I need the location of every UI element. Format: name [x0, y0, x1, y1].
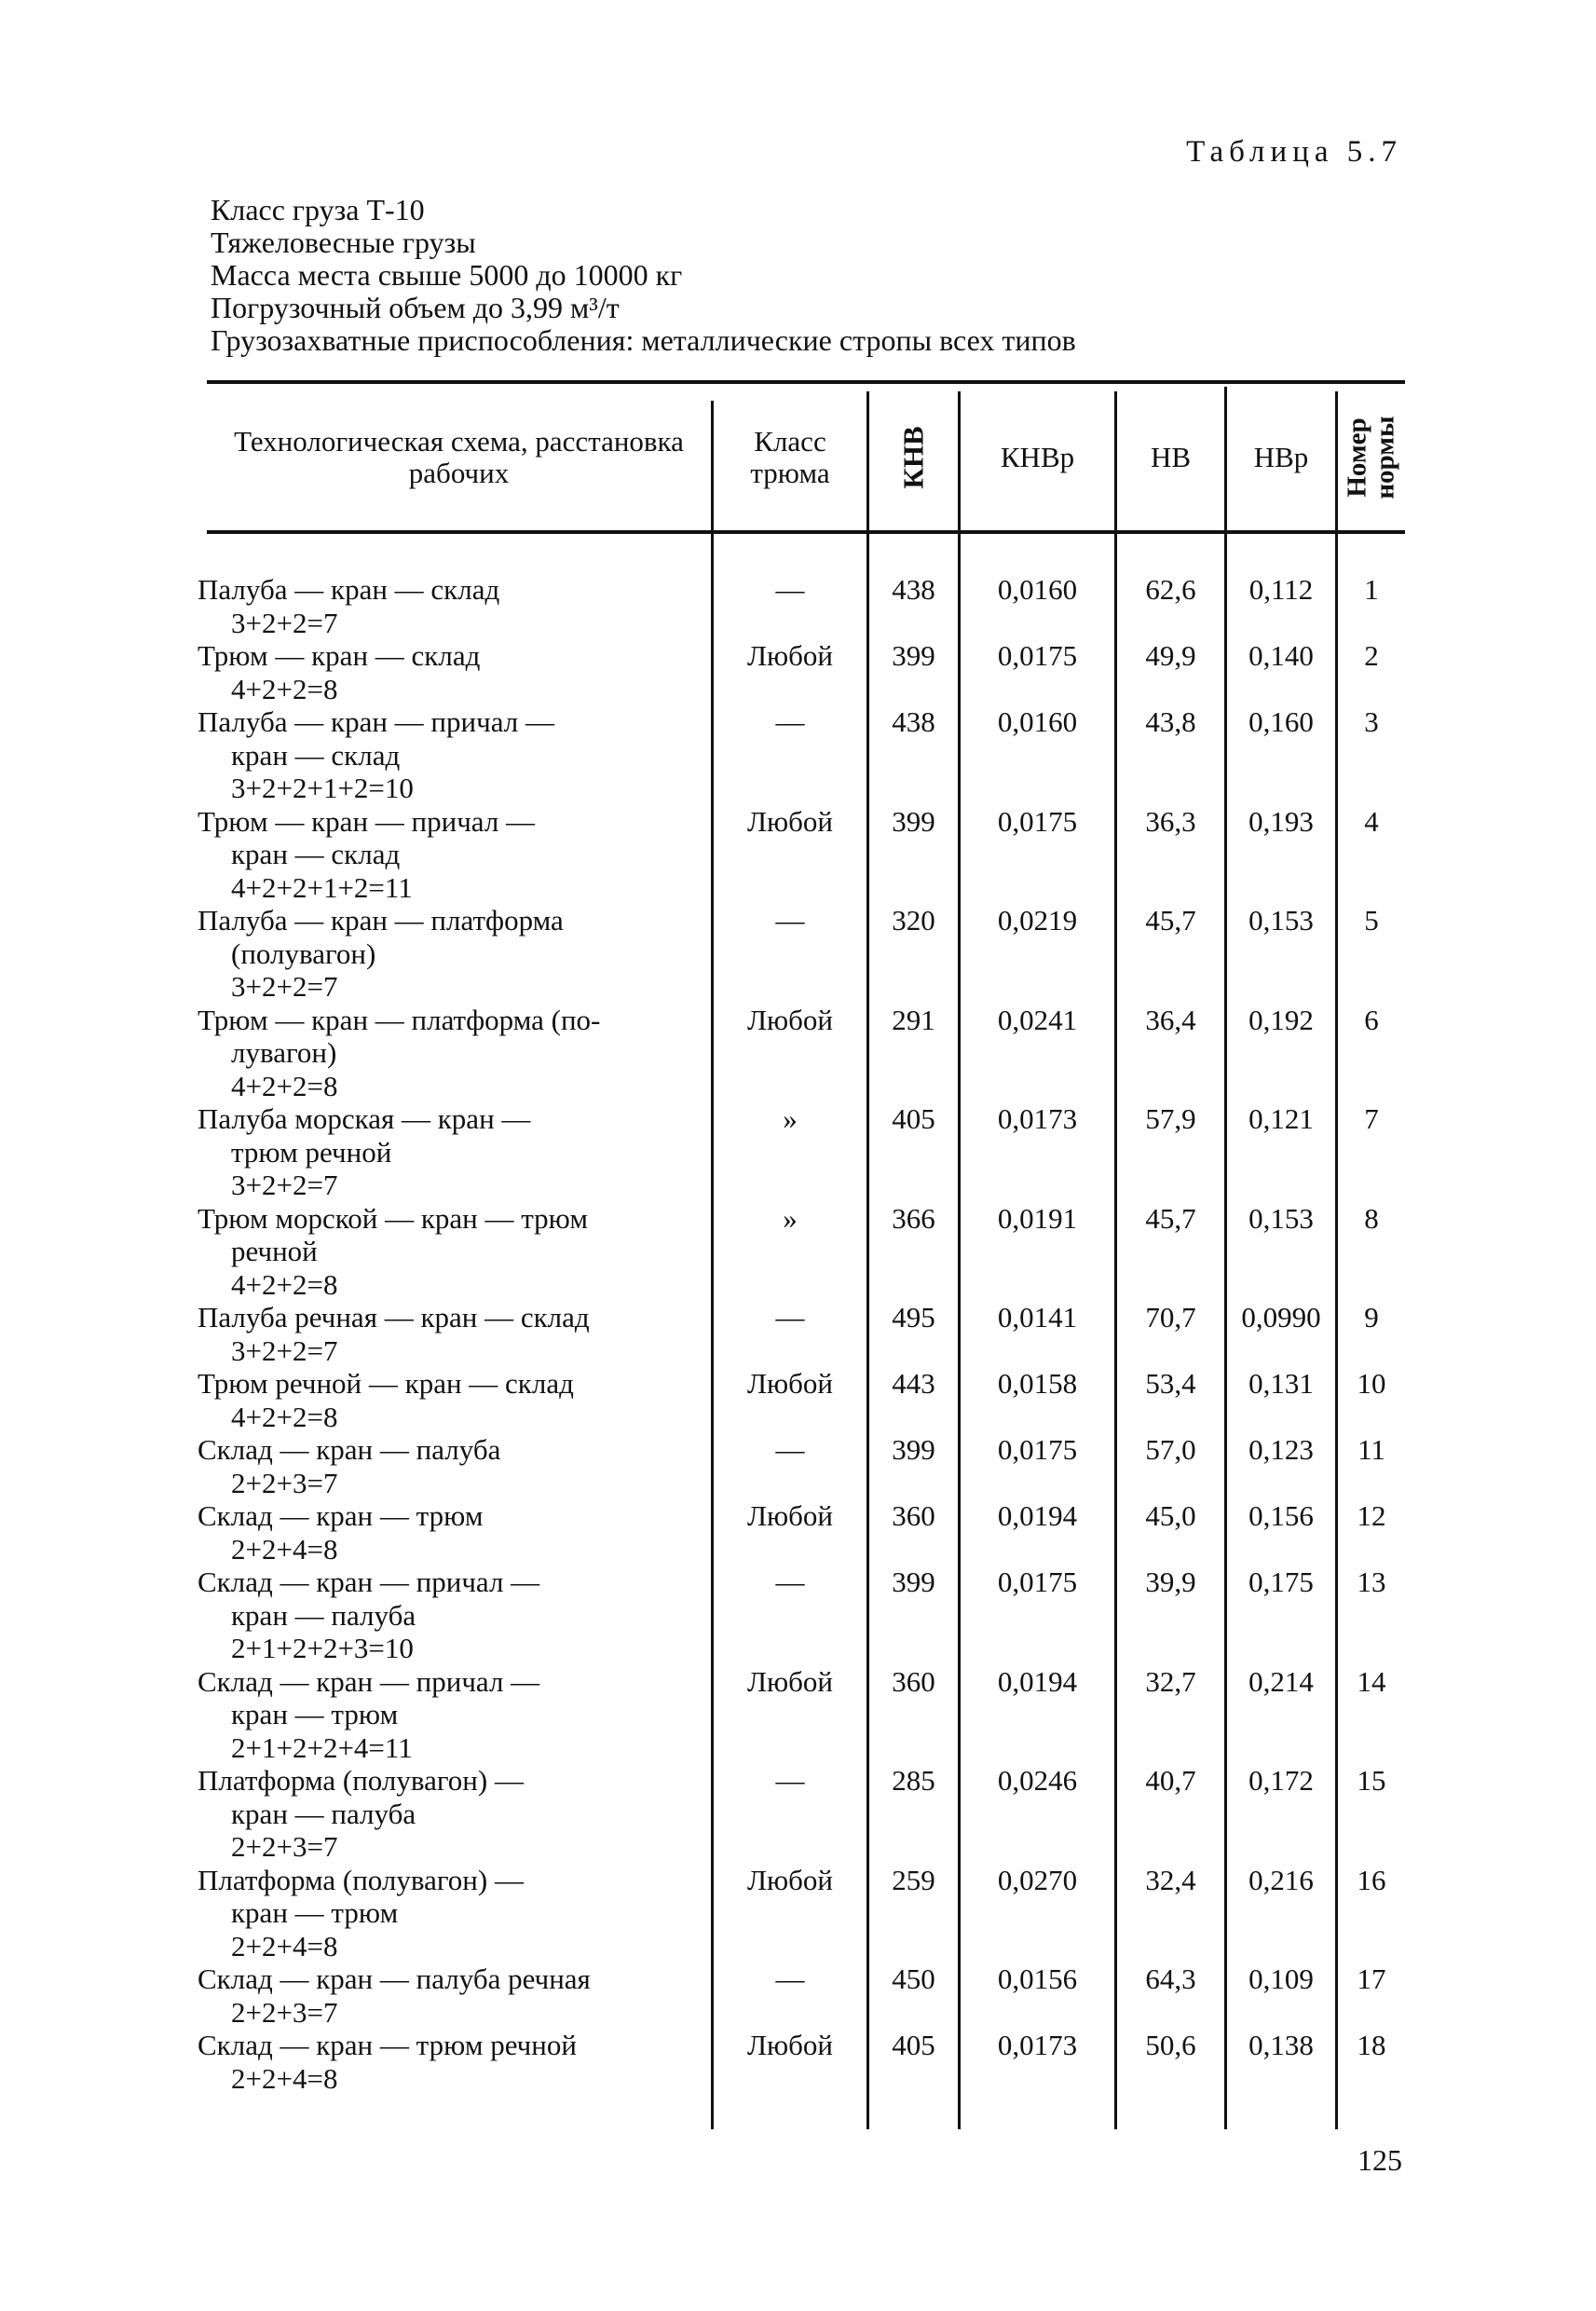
nvr-cell: 0,160: [1248, 705, 1314, 738]
scheme-line: Платформа (полувагон) —: [198, 1764, 524, 1797]
scheme-line: Склад — кран — палуба речная: [198, 1962, 591, 1995]
knvr-cell: 0,0246: [997, 1764, 1078, 1797]
nvr-cell: 0,138: [1248, 2029, 1314, 2061]
table-row: [0, 805, 1596, 905]
norm-number-cell: 9: [1364, 1301, 1379, 1333]
nvr-cell: 0,0990: [1241, 1301, 1321, 1333]
knvr-cell: 0,0160: [997, 573, 1078, 606]
nv-cell: 45,7: [1145, 1201, 1196, 1235]
worker-arrangement: 3+2+2=7: [231, 1169, 338, 1201]
norm-number-cell: 4: [1364, 804, 1379, 838]
knvr-cell: 0,0173: [997, 1102, 1078, 1135]
knv-cell: 495: [892, 1301, 935, 1333]
hold-class-cell: »: [783, 1201, 798, 1235]
worker-arrangement: 2+2+3=7: [231, 1995, 338, 2029]
scheme-line: лувагон): [231, 1036, 337, 1069]
scheme-cell: [198, 1367, 712, 1433]
worker-arrangement: 2+2+3=7: [231, 1830, 338, 1863]
knvr-cell: 0,0219: [997, 904, 1078, 937]
norm-number-cell: 14: [1357, 1664, 1386, 1698]
knv-cell: 399: [892, 1433, 935, 1466]
scheme-line: (полувагон): [231, 937, 376, 970]
scheme-line: Трюм — кран — склад: [198, 639, 481, 672]
nv-cell: 40,7: [1145, 1764, 1196, 1797]
knvr-cell: 0,0241: [997, 1003, 1078, 1036]
scheme-line: Палуба речная — кран — склад: [198, 1301, 590, 1333]
hold-class-cell: —: [775, 705, 805, 738]
hold-class-cell: Любой: [746, 639, 834, 672]
lifting-gear: Грузозахватные приспособления: металлические стропы всех типов: [211, 323, 1076, 357]
nv-cell: 45,0: [1145, 1499, 1196, 1532]
norm-number-cell: 10: [1357, 1367, 1386, 1400]
knv-cell: 443: [892, 1367, 935, 1400]
table-label: Таблица 5.7: [1186, 135, 1402, 169]
scheme-cell: [198, 2029, 712, 2095]
table-row: [0, 1665, 1596, 1765]
hold-class-cell: —: [775, 573, 805, 606]
scheme-cell: [198, 1301, 712, 1367]
knv-cell: 285: [892, 1764, 935, 1797]
nv-cell: 36,3: [1145, 804, 1196, 838]
scheme-line: кран — палуба: [231, 1598, 416, 1632]
norm-number-cell: 8: [1364, 1201, 1379, 1235]
scheme-cell: [198, 705, 712, 805]
nvr-cell: 0,192: [1248, 1003, 1314, 1036]
norm-number-cell: 12: [1357, 1499, 1386, 1532]
scheme-line: Платформа (полувагон) —: [198, 1863, 524, 1896]
scheme-cell: [198, 639, 712, 705]
nv-cell: 49,9: [1145, 639, 1196, 672]
nvr-cell: 0,172: [1248, 1764, 1314, 1797]
worker-arrangement: 2+2+4=8: [231, 1929, 338, 1962]
knv-cell: 399: [892, 639, 935, 672]
scheme-cell: [198, 1202, 712, 1302]
worker-arrangement: 4+2+2=8: [231, 1400, 338, 1433]
table-row: [0, 1864, 1596, 1963]
knv-cell: 320: [892, 904, 935, 937]
table-row: [0, 2029, 1596, 2095]
knvr-cell: 0,0158: [997, 1367, 1078, 1400]
scheme-cell: [198, 1499, 712, 1566]
knv-cell: 291: [892, 1003, 935, 1036]
hold-class-cell: Любой: [746, 1664, 834, 1698]
worker-arrangement: 3+2+2=7: [231, 970, 338, 1003]
scheme-line: Трюм — кран — причал —: [198, 804, 536, 838]
knv-cell: 450: [892, 1962, 935, 1995]
table-row: [0, 1962, 1596, 2029]
table-row: [0, 573, 1596, 639]
table-body: [0, 573, 1596, 2095]
table-row: [0, 1301, 1596, 1367]
scheme-cell: [198, 1433, 712, 1499]
knv-cell: 405: [892, 1102, 935, 1135]
norm-number-cell: 2: [1364, 639, 1379, 672]
nv-cell: 64,3: [1145, 1962, 1196, 1995]
norm-number-cell: 3: [1364, 705, 1379, 738]
table-row: [0, 1367, 1596, 1433]
nvr-cell: 0,123: [1248, 1433, 1314, 1466]
scheme-cell: [198, 1962, 712, 2029]
worker-arrangement: 4+2+2=8: [231, 1267, 338, 1301]
worker-arrangement: 4+2+2=8: [231, 1069, 338, 1102]
scheme-cell: [198, 904, 712, 1004]
hold-class-cell: —: [775, 1433, 805, 1466]
header-nv: НВ: [1150, 440, 1192, 473]
scheme-line: трюм речной: [231, 1135, 392, 1169]
knvr-cell: 0,0141: [997, 1301, 1078, 1333]
scheme-cell: [198, 1566, 712, 1665]
scheme-line: Трюм — кран — платформа (по-: [198, 1003, 601, 1036]
hold-class-cell: —: [775, 1764, 805, 1797]
header-nvr: НВр: [1253, 440, 1309, 473]
knvr-cell: 0,0270: [997, 1863, 1078, 1896]
cargo-mass: Масса места свыше 5000 до 10000 кг: [211, 258, 683, 292]
knvr-cell: 0,0194: [997, 1664, 1078, 1698]
header-hold-class: Класс трюма: [750, 424, 830, 489]
nv-cell: 53,4: [1145, 1367, 1196, 1400]
nvr-cell: 0,109: [1248, 1962, 1314, 1995]
hold-class-cell: Любой: [746, 1863, 834, 1896]
table-row: [0, 705, 1596, 805]
worker-arrangement: 4+2+2=8: [231, 672, 338, 705]
hold-class-cell: —: [775, 1962, 805, 1995]
knvr-cell: 0,0160: [997, 705, 1078, 738]
table-row: [0, 1433, 1596, 1499]
nv-cell: 45,7: [1145, 904, 1196, 937]
scheme-line: Трюм речной — кран — склад: [198, 1367, 574, 1400]
table-row: [0, 1102, 1596, 1202]
nv-cell: 62,6: [1145, 573, 1196, 606]
nv-cell: 70,7: [1145, 1301, 1196, 1333]
norm-number-cell: 1: [1364, 573, 1379, 606]
header-knvr: КНВр: [1000, 440, 1075, 473]
scheme-cell: [198, 1102, 712, 1202]
knvr-cell: 0,0191: [997, 1201, 1078, 1235]
table-row: [0, 1004, 1596, 1103]
scheme-line: Склад — кран — трюм: [198, 1499, 484, 1532]
nv-cell: 36,4: [1145, 1003, 1196, 1036]
knv-cell: 399: [892, 804, 935, 838]
knvr-cell: 0,0175: [997, 804, 1078, 838]
nv-cell: 32,7: [1145, 1664, 1196, 1698]
hold-class-cell: —: [775, 1566, 805, 1598]
norm-number-cell: 15: [1357, 1764, 1386, 1797]
knv-cell: 259: [892, 1863, 935, 1896]
norm-number-cell: 16: [1357, 1863, 1386, 1896]
knv-cell: 399: [892, 1566, 935, 1598]
scheme-cell: [198, 1665, 712, 1765]
scheme-line: кран — палуба: [231, 1797, 416, 1830]
nvr-cell: 0,193: [1248, 804, 1314, 838]
nvr-cell: 0,214: [1248, 1664, 1314, 1698]
norm-number-cell: 13: [1357, 1566, 1386, 1598]
nv-cell: 57,0: [1145, 1433, 1196, 1466]
worker-arrangement: 2+1+2+2+4=11: [231, 1730, 413, 1764]
norm-number-cell: 6: [1364, 1003, 1379, 1036]
nv-cell: 39,9: [1145, 1566, 1196, 1598]
scheme-line: Палуба — кран — платформа: [198, 904, 564, 937]
nvr-cell: 0,112: [1248, 573, 1314, 606]
table-row: [0, 639, 1596, 705]
scheme-line: кран — склад: [231, 838, 401, 870]
scheme-line: Склад — кран — причал —: [198, 1664, 540, 1698]
scheme-line: Палуба — кран — причал —: [198, 705, 554, 738]
worker-arrangement: 3+2+2=7: [231, 1333, 338, 1367]
scheme-line: кран — трюм: [231, 1896, 399, 1929]
scheme-cell: [198, 1764, 712, 1864]
worker-arrangement: 2+1+2+2+3=10: [231, 1632, 414, 1664]
scheme-line: Склад — кран — трюм речной: [198, 2029, 577, 2061]
nvr-cell: 0,153: [1248, 904, 1314, 937]
hold-class-cell: Любой: [746, 2029, 834, 2061]
worker-arrangement: 3+2+2+1+2=10: [231, 772, 414, 804]
norm-number-cell: 7: [1364, 1102, 1379, 1135]
worker-arrangement: 3+2+2=7: [231, 606, 338, 639]
scheme-line: Склад — кран — причал —: [198, 1566, 540, 1598]
nvr-cell: 0,121: [1248, 1102, 1314, 1135]
hold-class-cell: Любой: [746, 804, 834, 838]
scheme-cell: [198, 805, 712, 905]
norm-number-cell: 17: [1357, 1962, 1386, 1995]
table-row: [0, 1499, 1596, 1566]
scheme-line: Палуба морская — кран —: [198, 1102, 531, 1135]
table-row: [0, 904, 1596, 1004]
worker-arrangement: 2+2+4=8: [231, 1532, 338, 1566]
scheme-line: Трюм морской — кран — трюм: [198, 1201, 589, 1235]
cargo-volume: Погрузочный объем до 3,99 м³/т: [211, 291, 620, 324]
knv-cell: 360: [892, 1664, 935, 1698]
nvr-cell: 0,140: [1248, 639, 1314, 672]
nvr-cell: 0,156: [1248, 1499, 1314, 1532]
knvr-cell: 0,0156: [997, 1962, 1078, 1995]
knv-cell: 438: [892, 705, 935, 738]
nvr-cell: 0,153: [1248, 1201, 1314, 1235]
table-row: [0, 1764, 1596, 1864]
knvr-cell: 0,0173: [997, 2029, 1078, 2061]
norm-number-cell: 5: [1364, 904, 1379, 937]
knv-cell: 405: [892, 2029, 935, 2061]
scheme-line: кран — склад: [231, 738, 401, 772]
knv-cell: 360: [892, 1499, 935, 1532]
norm-number-cell: 11: [1357, 1433, 1385, 1466]
nvr-cell: 0,216: [1248, 1863, 1314, 1896]
knvr-cell: 0,0175: [997, 1566, 1078, 1598]
scheme-line: Склад — кран — палуба: [198, 1433, 501, 1466]
header-scheme: Технологическая схема, расстановка рабочих: [234, 424, 684, 489]
nv-cell: 43,8: [1145, 705, 1196, 738]
knv-cell: 438: [892, 573, 935, 606]
cargo-type: Тяжеловесные грузы: [211, 226, 476, 259]
knvr-cell: 0,0194: [997, 1499, 1078, 1532]
table-row: [0, 1566, 1596, 1665]
scheme-cell: [198, 1864, 712, 1963]
table-row: [0, 1202, 1596, 1302]
header-norm-number: Номер нормы: [1343, 415, 1401, 499]
page-number: 125: [1357, 2143, 1402, 2177]
hold-class-cell: —: [775, 1301, 805, 1333]
hold-class-cell: Любой: [746, 1499, 834, 1532]
norm-number-cell: 18: [1357, 2029, 1386, 2061]
knvr-cell: 0,0175: [997, 639, 1078, 672]
knv-cell: 366: [892, 1201, 935, 1235]
scheme-cell: [198, 573, 712, 639]
scheme-line: Палуба — кран — склад: [198, 573, 500, 606]
nvr-cell: 0,131: [1248, 1367, 1314, 1400]
hold-class-cell: —: [775, 904, 805, 937]
nvr-cell: 0,175: [1248, 1566, 1314, 1598]
nv-cell: 50,6: [1145, 2029, 1196, 2061]
hold-class-cell: Любой: [746, 1367, 834, 1400]
hold-class-cell: Любой: [746, 1003, 834, 1036]
scheme-line: кран — трюм: [231, 1698, 399, 1730]
nv-cell: 32,4: [1145, 1863, 1196, 1896]
header-knv: КНВ: [896, 425, 930, 489]
hold-class-cell: »: [783, 1102, 798, 1135]
nv-cell: 57,9: [1145, 1102, 1196, 1135]
worker-arrangement: 4+2+2+1+2=11: [231, 870, 413, 904]
scheme-line: речной: [231, 1235, 318, 1267]
worker-arrangement: 2+2+3=7: [231, 1466, 338, 1499]
scheme-cell: [198, 1004, 712, 1103]
cargo-class: Класс груза Т-10: [211, 193, 425, 226]
knvr-cell: 0,0175: [997, 1433, 1078, 1466]
worker-arrangement: 2+2+4=8: [231, 2061, 338, 2095]
